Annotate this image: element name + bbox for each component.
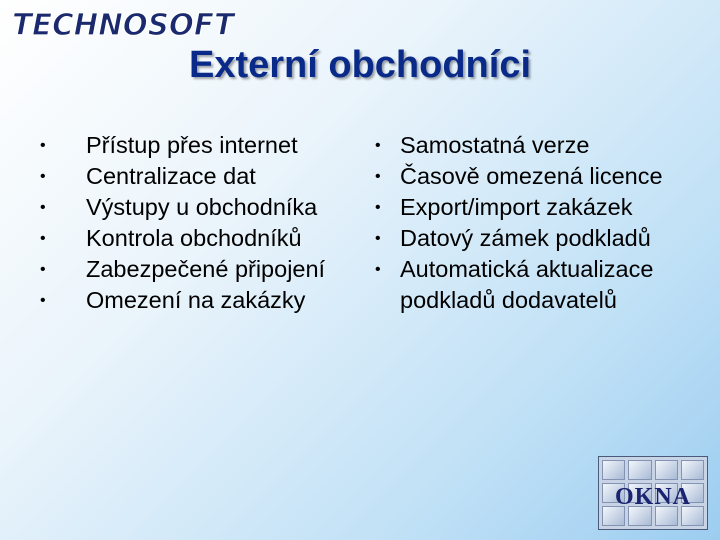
bullet: •: [40, 168, 46, 185]
list-item: [40, 192, 340, 223]
list-item-text: Datový zámek podkladů: [400, 225, 651, 251]
list-item-text: Automatická aktualizace podkladů dodavatelů: [400, 256, 654, 313]
list-item-text: Přístup přes internet: [86, 132, 298, 158]
list-item-text: Samostatná verze: [400, 132, 590, 158]
window-pane: [681, 460, 704, 480]
bullet: •: [375, 168, 381, 185]
bullet: •: [375, 230, 381, 247]
right-bullet-list: [375, 130, 695, 316]
list-item-text: Výstupy u obchodníka: [86, 194, 318, 220]
list-item-text: Export/import zakázek: [400, 194, 633, 220]
okna-logo-text: OKNA: [615, 484, 691, 510]
list-item: [375, 223, 695, 254]
bullet: •: [40, 292, 46, 309]
bullet: •: [375, 261, 381, 278]
bullet: •: [40, 230, 46, 247]
list-item: [375, 254, 695, 316]
list-item-text: Zabezpečené připojení: [86, 256, 326, 282]
bullet: •: [375, 199, 381, 216]
logo-text: TECHNOSOFT: [12, 8, 237, 40]
list-item: [40, 223, 340, 254]
bullet: •: [40, 199, 46, 216]
window-pane: [655, 460, 678, 480]
list-item: [375, 130, 695, 161]
list-item: [40, 285, 340, 316]
list-item-text: Omezení na zakázky: [86, 287, 306, 313]
list-item: [40, 254, 340, 285]
window-pane: [628, 460, 651, 480]
page-title: Externí obchodníci: [188, 44, 532, 86]
bullet: •: [40, 137, 46, 154]
technosoft-logo: [10, 6, 238, 40]
list-item: [40, 161, 340, 192]
window-pane: [602, 460, 625, 480]
bullet: •: [375, 137, 381, 154]
bullet: •: [40, 261, 46, 278]
list-item: [375, 161, 695, 192]
left-bullet-list: [40, 130, 340, 316]
list-item-text: Kontrola obchodníků: [86, 225, 302, 251]
list-item-text: Časově omezená licence: [400, 163, 663, 189]
list-item: [375, 192, 695, 223]
list-item: [40, 130, 340, 161]
list-item-text: Centralizace dat: [86, 163, 256, 189]
